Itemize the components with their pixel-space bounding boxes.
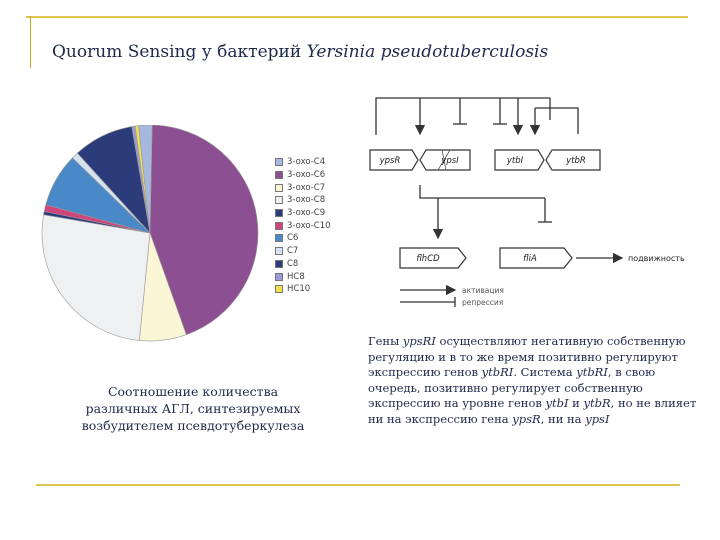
- legend-label: C8: [287, 258, 299, 269]
- top-left-connector: [376, 98, 550, 135]
- chart-caption: [48, 383, 338, 434]
- legend-label: HC10: [287, 284, 311, 295]
- legend-item: [275, 207, 331, 220]
- legend-item: [275, 258, 331, 271]
- caption-line-1: Соотношение количества: [107, 384, 279, 399]
- legend-item: [275, 169, 331, 182]
- title-species: Yersinia pseudotuberculosis: [306, 42, 549, 62]
- label-motility: подвижность: [628, 254, 685, 263]
- label-ypsR: ypsR: [379, 156, 401, 166]
- bottom-connector: [420, 185, 545, 198]
- legend-swatch: [275, 285, 283, 293]
- label-fliA: fliA: [523, 254, 537, 264]
- caption-line-2: различных АГЛ, синтезируемых: [85, 401, 301, 416]
- legend-label: 3-oxo-C10: [287, 220, 331, 231]
- description-text: [368, 334, 698, 428]
- label-ytbI: ytbI: [506, 156, 524, 166]
- gene-name: ytbRI: [576, 365, 608, 380]
- legend-swatch: [275, 209, 283, 217]
- gene-name: ypsI: [585, 411, 610, 426]
- legend-item: [275, 219, 331, 232]
- legend-label: 3-oxo-C6: [287, 170, 326, 181]
- label-ypsI: ypsI: [441, 156, 459, 166]
- legend-swatch: [275, 171, 283, 179]
- legend-swatch: [275, 158, 283, 166]
- desc-part: , в свою очередь, позитивно регулирует собственную экспрессию на уровне генов: [368, 365, 656, 411]
- left-accent-rule: [30, 16, 31, 68]
- legend-repression: репрессия: [462, 298, 504, 307]
- slide-title: [52, 42, 548, 62]
- legend-swatch: [275, 234, 283, 242]
- label-ytbR: ytbR: [566, 156, 586, 166]
- desc-part: . Система: [513, 365, 577, 380]
- gene-name: ytbI: [545, 396, 569, 411]
- legend-label: 3-oxo-C8: [287, 195, 326, 206]
- pie-chart: [30, 125, 290, 345]
- legend-item: [275, 245, 331, 258]
- legend-label: C7: [287, 246, 299, 257]
- top-rule: [26, 16, 688, 18]
- legend-swatch: [275, 196, 283, 204]
- legend-label: 3-oxo-C9: [287, 208, 326, 219]
- legend-swatch: [275, 247, 283, 255]
- legend-item: [275, 156, 331, 169]
- legend-label: 3-oxo-C4: [287, 157, 326, 168]
- gene-name: ytbRI: [481, 365, 514, 380]
- desc-part: и: [568, 396, 584, 411]
- legend-label: HC8: [287, 271, 305, 282]
- gene-name: ypsRI: [402, 334, 436, 348]
- legend-swatch: [275, 260, 283, 268]
- pie-slice-3-oxo-c8: [42, 215, 150, 341]
- desc-part: , ни на: [540, 411, 586, 426]
- legend-swatch: [275, 222, 283, 230]
- legend-item: [275, 194, 331, 207]
- gene-name: ytbR: [583, 396, 611, 411]
- desc-part: осуществляют негативную собственную регуляцию и в то же время позитивно регулируют экспрессию генов: [368, 334, 686, 380]
- legend-item: [275, 283, 331, 296]
- legend-item: [275, 232, 331, 245]
- legend-label: 3-oxo-C7: [287, 182, 326, 193]
- gene-name: ypsR: [512, 411, 541, 426]
- label-flhCD: flhCD: [416, 254, 440, 264]
- legend-activation: активация: [462, 286, 504, 295]
- ytbR-feedback: [535, 108, 578, 134]
- legend-item: [275, 181, 331, 194]
- legend-swatch: [275, 184, 283, 192]
- title-text: Quorum Sensing у бактерий: [52, 42, 302, 62]
- pie-legend: [275, 156, 331, 296]
- legend-label: C6: [287, 233, 299, 244]
- desc-part: Гены: [368, 334, 403, 348]
- caption-line-3: возбудителем псевдотуберкулеза: [81, 418, 305, 433]
- desc-part: , но не влияет ни на экспрессию гена: [368, 396, 697, 426]
- legend-swatch: [275, 273, 283, 281]
- bottom-rule: [36, 484, 680, 486]
- legend-item: [275, 270, 331, 283]
- regulation-diagram: [360, 90, 700, 310]
